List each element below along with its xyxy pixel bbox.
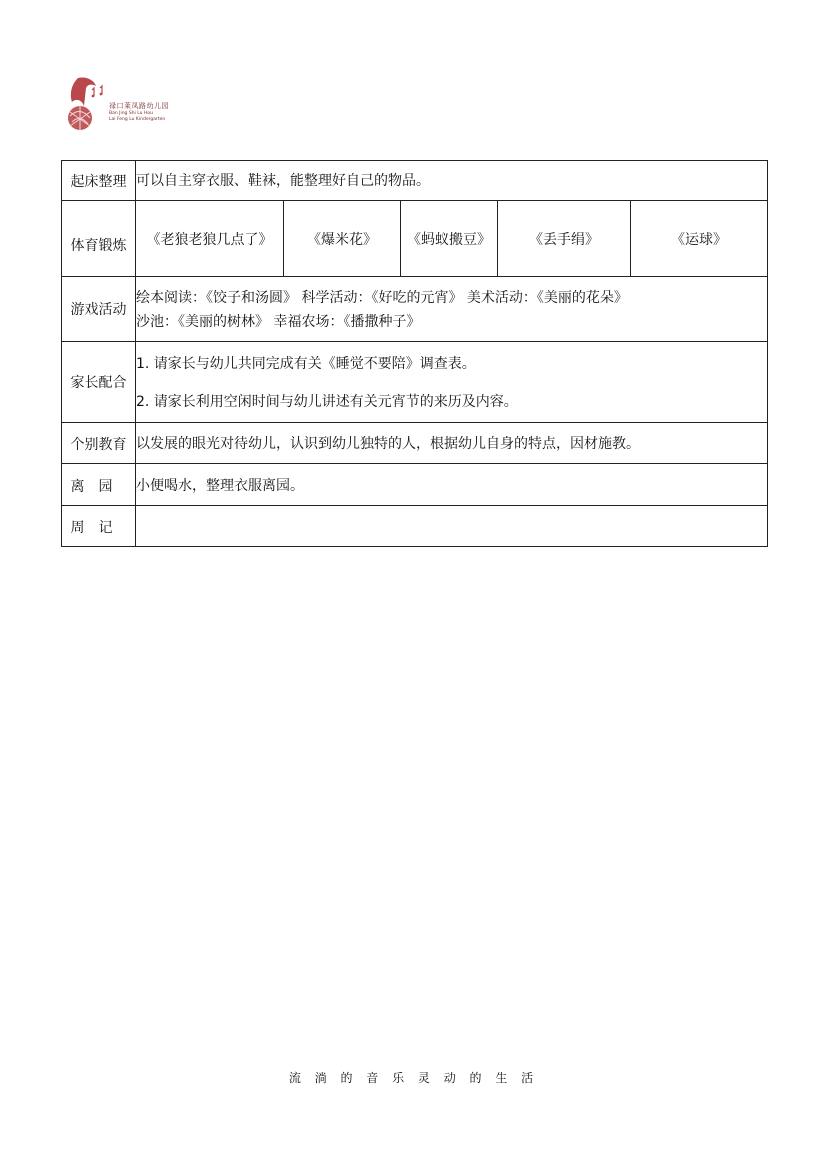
logo-name-en-2: Lai Feng Lu Kindergarten (109, 117, 166, 122)
wakeup-content: 可以自主穿衣服、鞋袜，能整理好自己的物品。 (136, 161, 768, 201)
label-wakeup: 起床整理 (62, 161, 136, 201)
sports-item: 《丢手绢》 (498, 201, 631, 277)
row-games (62, 277, 768, 342)
label-weekly (62, 506, 136, 547)
games-line-1: 绘本阅读：《饺子和汤圆》 科学活动：《好吃的元宵》 美术活动：《美丽的花朵》 (136, 290, 628, 306)
parents-note-1: 1. 请家长与幼儿共同完成有关《睡觉不要陪》调查表。 (136, 356, 476, 372)
sports-item: 《老狼老狼几点了》 (136, 201, 284, 277)
label-individual: 个别教育 (62, 423, 136, 464)
kindergarten-logo-mark (64, 76, 110, 132)
games-content (136, 277, 768, 342)
label-games: 游戏活动 (62, 277, 136, 342)
page-footer: 流 淌 的 音 乐 灵 动 的 生 活 (288, 1071, 539, 1085)
sports-item: 《爆米花》 (284, 201, 401, 277)
weekly-content (136, 506, 768, 547)
logo-name-en-1: Ban Jing Shi Lu Hou (109, 111, 153, 116)
row-weekly (62, 506, 768, 547)
sports-item: 《蚂蚁搬豆》 (401, 201, 498, 277)
row-individual (62, 423, 768, 464)
row-sports (62, 201, 768, 277)
row-wakeup (62, 161, 768, 201)
parents-note-2: 2. 请家长利用空闲时间与幼儿讲述有关元宵节的来历及内容。 (136, 394, 518, 410)
label-leave-text: 离园 (70, 478, 127, 495)
parents-content (136, 342, 768, 423)
individual-content: 以发展的眼光对待幼儿，认识到幼儿独特的人，根据幼儿自身的特点，因材施教。 (136, 423, 768, 464)
daily-plan-table (61, 160, 768, 547)
row-parents (62, 342, 768, 423)
kindergarten-logo (64, 76, 184, 132)
label-weekly-text: 周记 (70, 520, 127, 536)
sports-item: 《运球》 (631, 201, 768, 277)
label-leave (62, 464, 136, 506)
label-sports: 体育锻炼 (62, 201, 136, 277)
leave-content: 小便喝水，整理衣服离园。 (136, 464, 768, 506)
label-parents: 家长配合 (62, 342, 136, 423)
logo-name-cn: 禄口莱凤路幼儿园 (109, 102, 169, 110)
row-leave (62, 464, 768, 506)
games-line-2: 沙池：《美丽的树林》 幸福农场：《播撒种子》 (136, 314, 421, 330)
